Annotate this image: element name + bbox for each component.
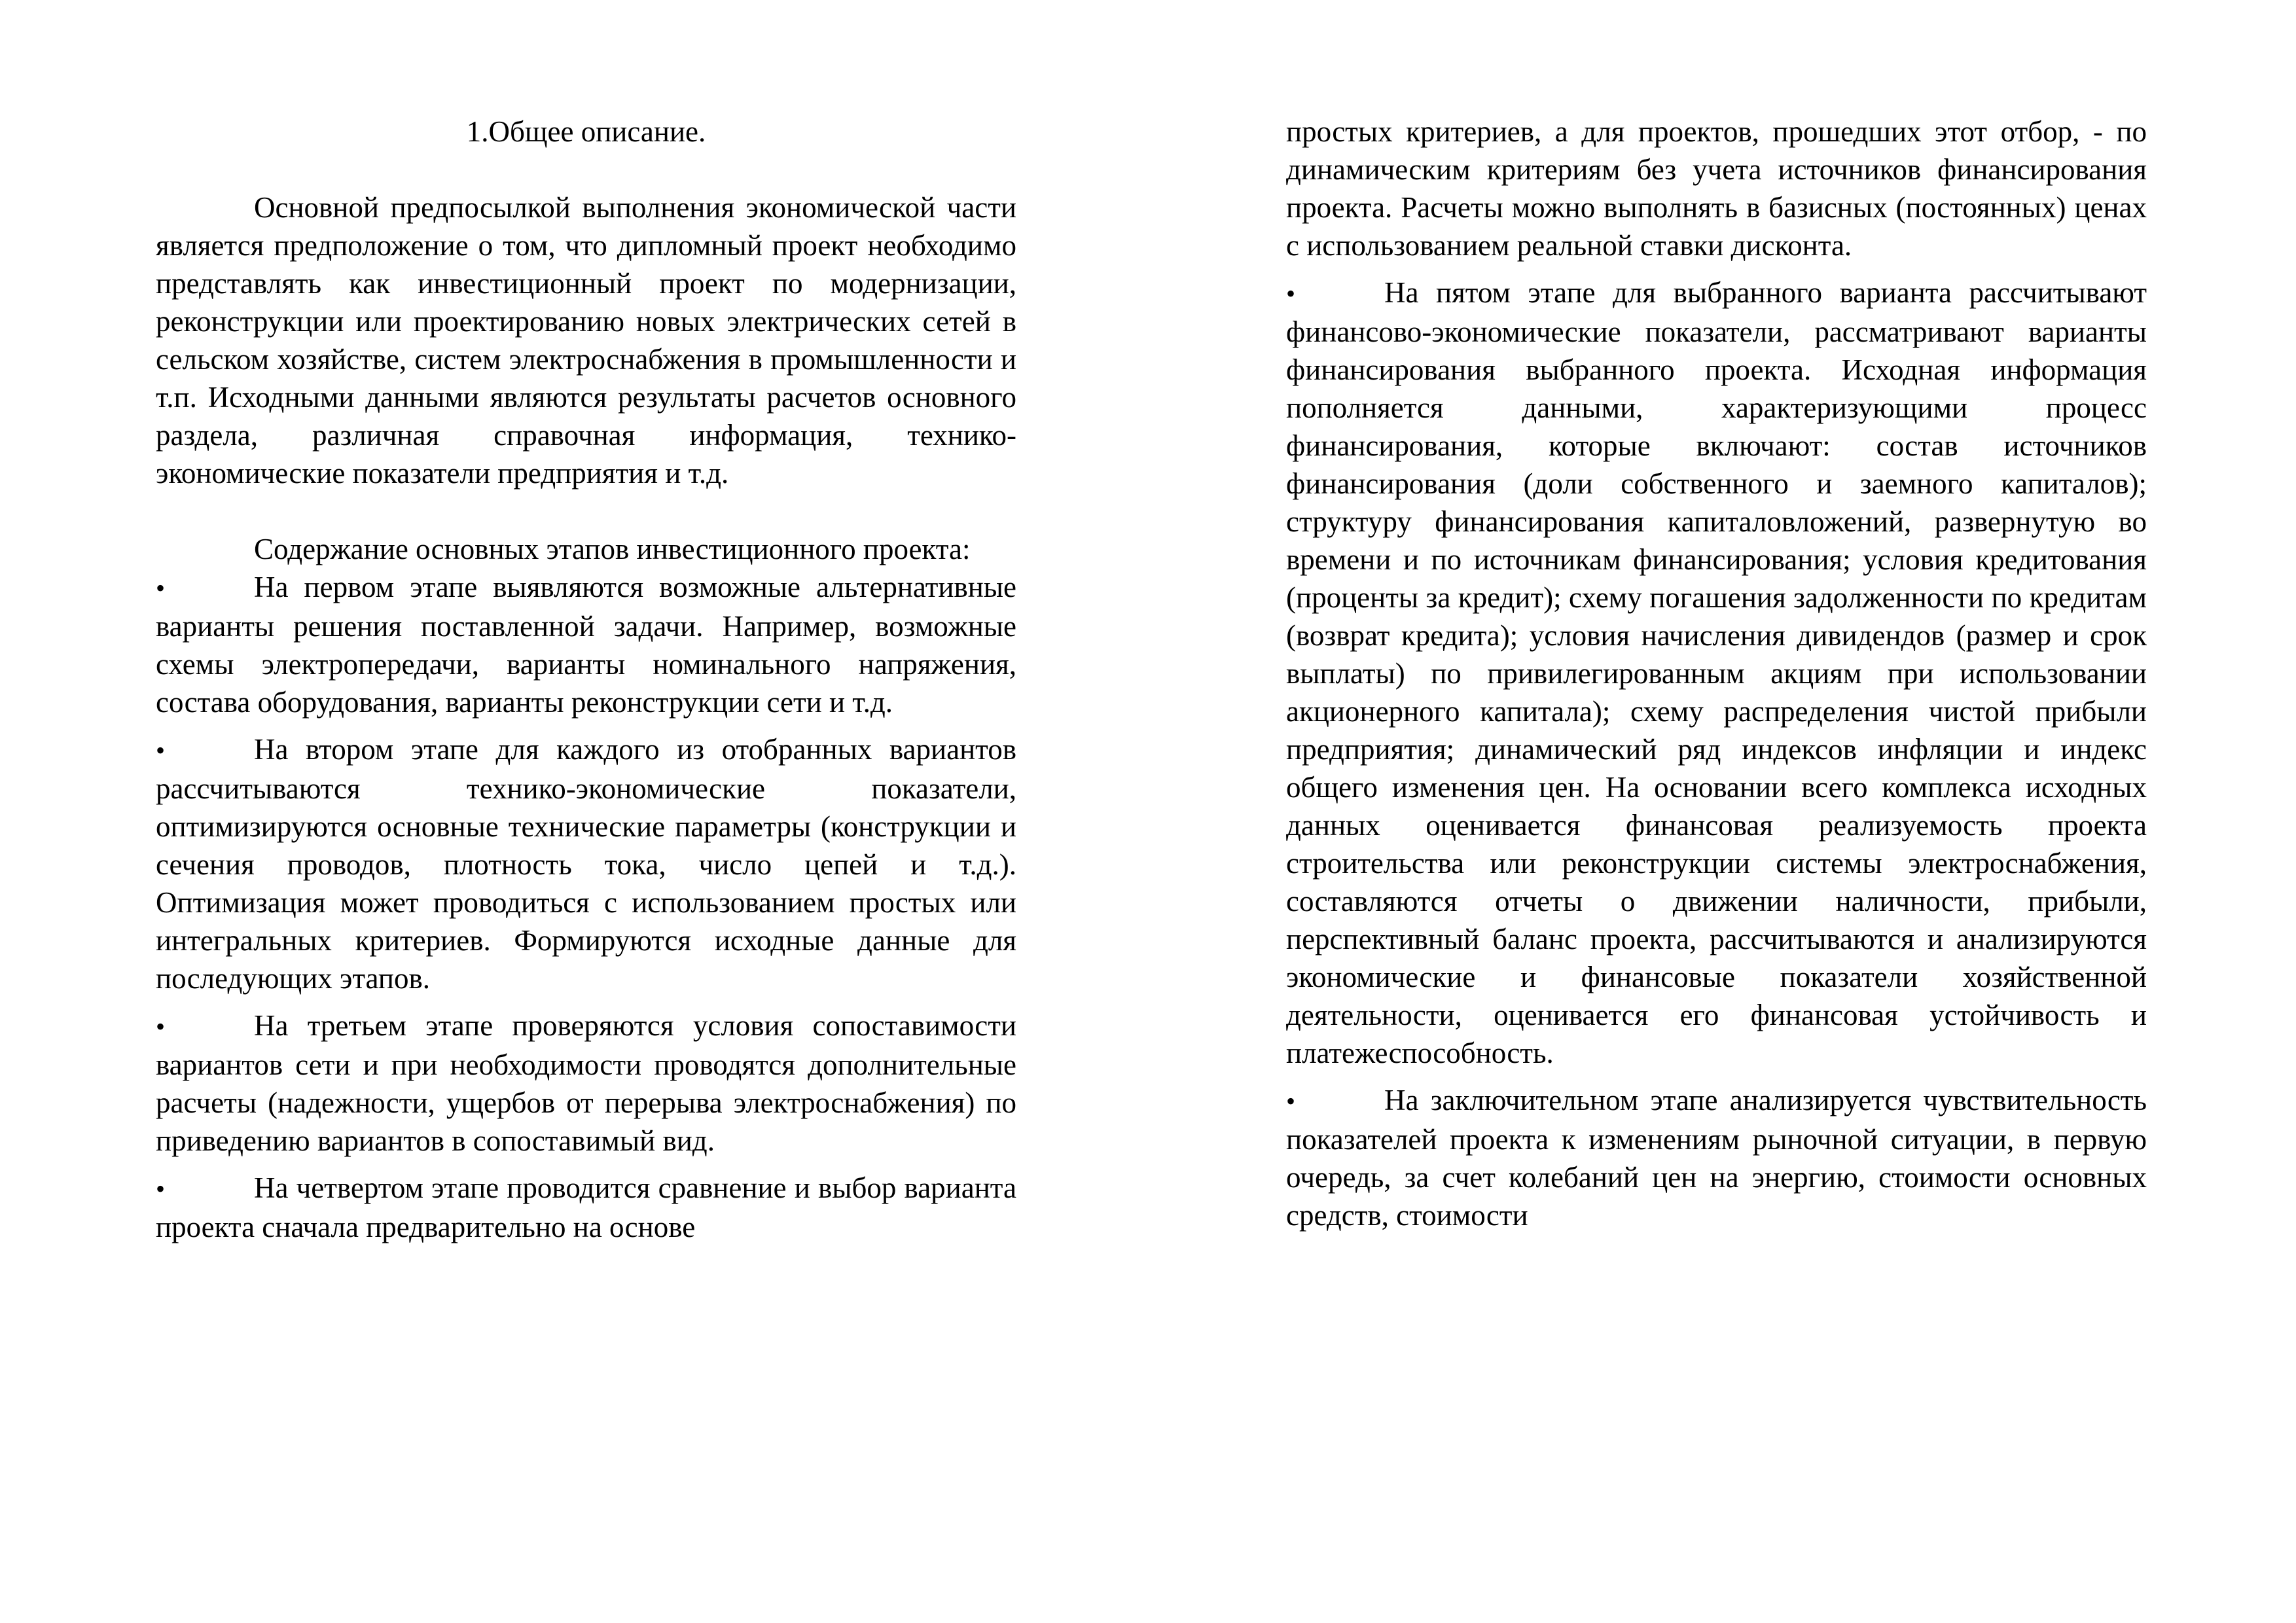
continuation-paragraph: простых критериев, а для проектов, прошедших этот отбор, - по динамическим критериям без учета источников финансирования проекта. Расчеты можно выполнять в базисных (постоянных) ценах с использованием реальной ставки дисконта. [1286, 115, 2147, 262]
right-column [1286, 113, 2147, 1243]
stage-text-6: На заключительном этапе анализируется чувствительность показателей проекта к изменениям рыночной ситуации, в первую очередь, за счет колебаний цен на энергию, стоимости основных средств, стоимости [1286, 1084, 2147, 1232]
stage-text-5: На пятом этапе для выбранного варианта рассчитывают финансово-экономические показатели, рассматривают варианты финансирования выбранного проекта. Исходная информация пополняется данными, характеризующими процесс финансирования, которые включают: состав источников финансирования (доли собственного и заемного капиталов); структуру финансирования капиталовложений, развернутую во времени и по источникам финансирования; условия кредитования (проценты за кредит); схему погашения задолженности по кредитам (возврат кредита); условия начисления дивидендов (размер и срок выплаты) по привилегированным акциям при использовании акционерного капитала); схему распределения чистой прибыли предприятия; динамический ряд индексов инфляции и индекс общего изменения цен. На основании всего комплекса исходных данных оценивается финансовая реализуемость проекта строительства или реконструкции системы электроснабжения, составляются отчеты о движении наличности, прибыли, перспективный баланс проекта, рассчитываются и анализируются экономические и финансовые показатели хозяйственной деятельности, оценивается его финансовая устойчивость и платежеспособность. [1286, 276, 2147, 1069]
section-title: 1.Общее описание. [466, 115, 706, 148]
bullet-icon: • [156, 1174, 166, 1204]
stage-text-3: На третьем этапе проверяются условия сопоставимости вариантов сети и при необходимости проводятся дополнительные расчеты (надежности, ущербов от перерыва электроснабжения) по приведению вариантов в сопоставимый вид. [156, 1009, 1016, 1157]
bullet-icon: • [156, 736, 166, 765]
stage-item-6 [1286, 1081, 2147, 1234]
bullet-icon: • [1286, 279, 1296, 308]
stage-item-1 [156, 568, 1016, 721]
intro-paragraph: Основной предпосылкой выполнения экономической части является предположение о том, что дипломный проект необходимо представлять как инвестиционный проект по модернизации, реконструкции или проектированию новых электрических сетей в сельском хозяйстве, систем электроснабжения в промышленности и т.п. Исходными данными являются результаты расчетов основного раздела, различная справочная информация, технико-экономические показатели предприятия и т.д. [156, 191, 1016, 490]
bullet-icon: • [156, 573, 166, 603]
stage-text-2: На втором этапе для каждого из отобранных вариантов рассчитываются технико-экономические показатели, оптимизируются основные технические параметры (конструкции и сечения проводов, плотность тока, число цепей и т.д.). Оптимизация может проводиться с использованием простых или интегральных критериев. Формируются исходные данные для последующих этапов. [156, 733, 1016, 995]
bullet-icon: • [156, 1012, 166, 1041]
stage-text-1: На первом этапе выявляются возможные альтернативные варианты решения поставленной задачи. Например, возможные схемы электропередачи, варианты номинального напряжения, состава оборудования, варианты реконструкции сети и т.д. [156, 571, 1016, 719]
left-column [156, 113, 1016, 1255]
stage-text-4: На четвертом этапе проводится сравнение и выбор варианта проекта сначала предварительно на основе [156, 1171, 1016, 1243]
stage-item-4 [156, 1169, 1016, 1246]
stage-item-3 [156, 1007, 1016, 1160]
stages-heading: Содержание основных этапов инвестиционного проекта: [254, 533, 971, 565]
stage-item-5 [1286, 274, 2147, 1072]
stage-item-2 [156, 730, 1016, 997]
bullet-icon: • [1286, 1086, 1296, 1116]
